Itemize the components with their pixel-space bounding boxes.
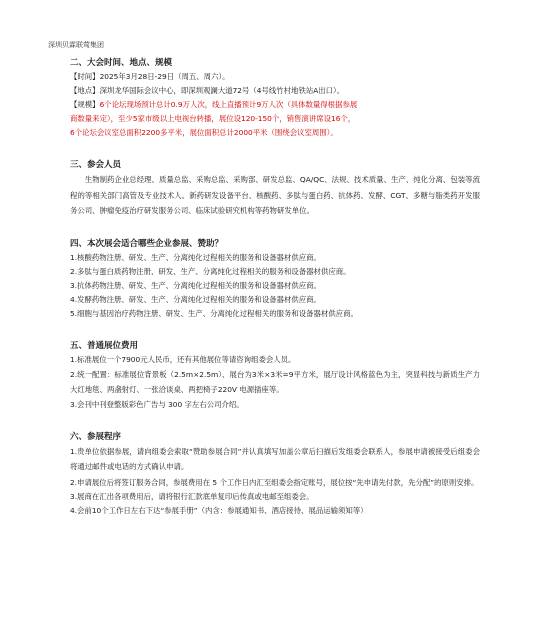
exhibitor-item: 5.细胞与基因治疗药物注册、研发、生产、分离纯化过程相关的服务和设备器材供应商。 — [70, 308, 358, 318]
scale-line-3: 6个论坛会议室总面积2200多平米，展位面积总计2000平米（围绕会议室周围）。 — [70, 128, 338, 137]
booth-fee-item-1: 1.标准展位一个7900元人民币，还有其他展位等请咨询组委会人员。 — [70, 354, 296, 364]
procedure-item-4: 4.会前10个工作日左右下达“参展手册”（内含：参展通知书、酒店接待、展品运输须知等） — [70, 506, 368, 515]
attendees-paragraph: 生物制药企业总经理、质量总监、采购总监、采购部、研发总监、QA/QC、法规、技术质量、生产、纯化分离、包装等流程的等相关部门高管及专业技术人。新药研发设备平台、核酸药、多肽与蛋白药、抗体药、发酵、CGT、多糖与脂类药开发服务公司、肿瘤免疫治疗研发服务公司、临床试验研究机构等药物研发单位。 — [70, 175, 480, 215]
section-title-booth-fees: 五、普通展位费用 — [70, 340, 139, 351]
booth-fee-item-3: 3.会刊中刊登整版彩色广告与 300 字左右公司介绍。 — [70, 399, 244, 409]
section-title-procedure: 六、参展程序 — [70, 431, 122, 442]
booth-fee-item-2: 2.统一配置：标准展位背景板（2.5m×2.5m）、展台为3米×3米=9平方米，展厅设计风格蓝色为主，突显科技与新质生产力大红地毯、两盏射灯、一张洽谈桌、两把椅子220V 电源插座等。 — [70, 369, 480, 394]
section-title-exhibitors: 四、本次展会适合哪些企业参展、赞助？ — [70, 238, 224, 249]
section-title-time-place-scale: 二、大会时间、地点、规模 — [70, 58, 173, 68]
procedure-item-3: 3.展商在汇出各项费用后，请将银行汇款底单复印后传真或电邮至组委会。 — [70, 492, 314, 501]
time-line: 【时间】2025年3月28日-29日（周五、周六）。 — [70, 72, 230, 81]
exhibitor-item: 2.多肽与蛋白质药物注册、研发、生产、分离纯化过程相关的服务和设备器材供应商。 — [70, 266, 351, 276]
scale-label: 【规模】 — [70, 100, 100, 109]
exhibitor-item: 4.发酵药物注册、研发、生产、分离纯化过程相关的服务和设备器材供应商。 — [70, 294, 321, 304]
exhibitor-item: 1.核酸药物注册、研发、生产、分离纯化过程相关的服务和设备器材供应商。 — [70, 252, 321, 262]
scale-line-1 — [70, 98, 480, 112]
scale-line-2: 商数量来定），至少5家市级以上电视台转播，展位设120-150个，销售演讲席设16个， — [70, 114, 356, 123]
scale-text-1: 6个论坛现场预计总计0.9万人次，线上直播预计9万人次（具体数量得根据参展 — [99, 100, 358, 109]
exhibitor-item: 3.抗体药物注册、研发、生产、分离纯化过程相关的服务和设备器材供应商。 — [70, 280, 321, 290]
procedure-item-2: 2.申请展位后将签订服务合同，参展费用在 5 个工作日内汇至组委会指定账号，展位按“先申请先付款，先分配”的原则安排。 — [70, 477, 479, 487]
organization-header: 深圳贝霖联莺集团 — [48, 41, 104, 49]
document-body — [70, 56, 480, 518]
place-line: 【地点】深圳龙华国际会议中心，即深圳观澜大道72号（4号线竹村地铁站A出口）。 — [70, 86, 345, 95]
procedure-item-1: 1.贵单位依据参展，请向组委会索取“赞助参展合同”并认真填写加盖公章后扫描后发组委会联系人，参展申请被接受后组委会将通过邮件或电话的方式确认申请。 — [70, 446, 480, 471]
section-title-attendees: 三、参会人员 — [70, 160, 122, 170]
